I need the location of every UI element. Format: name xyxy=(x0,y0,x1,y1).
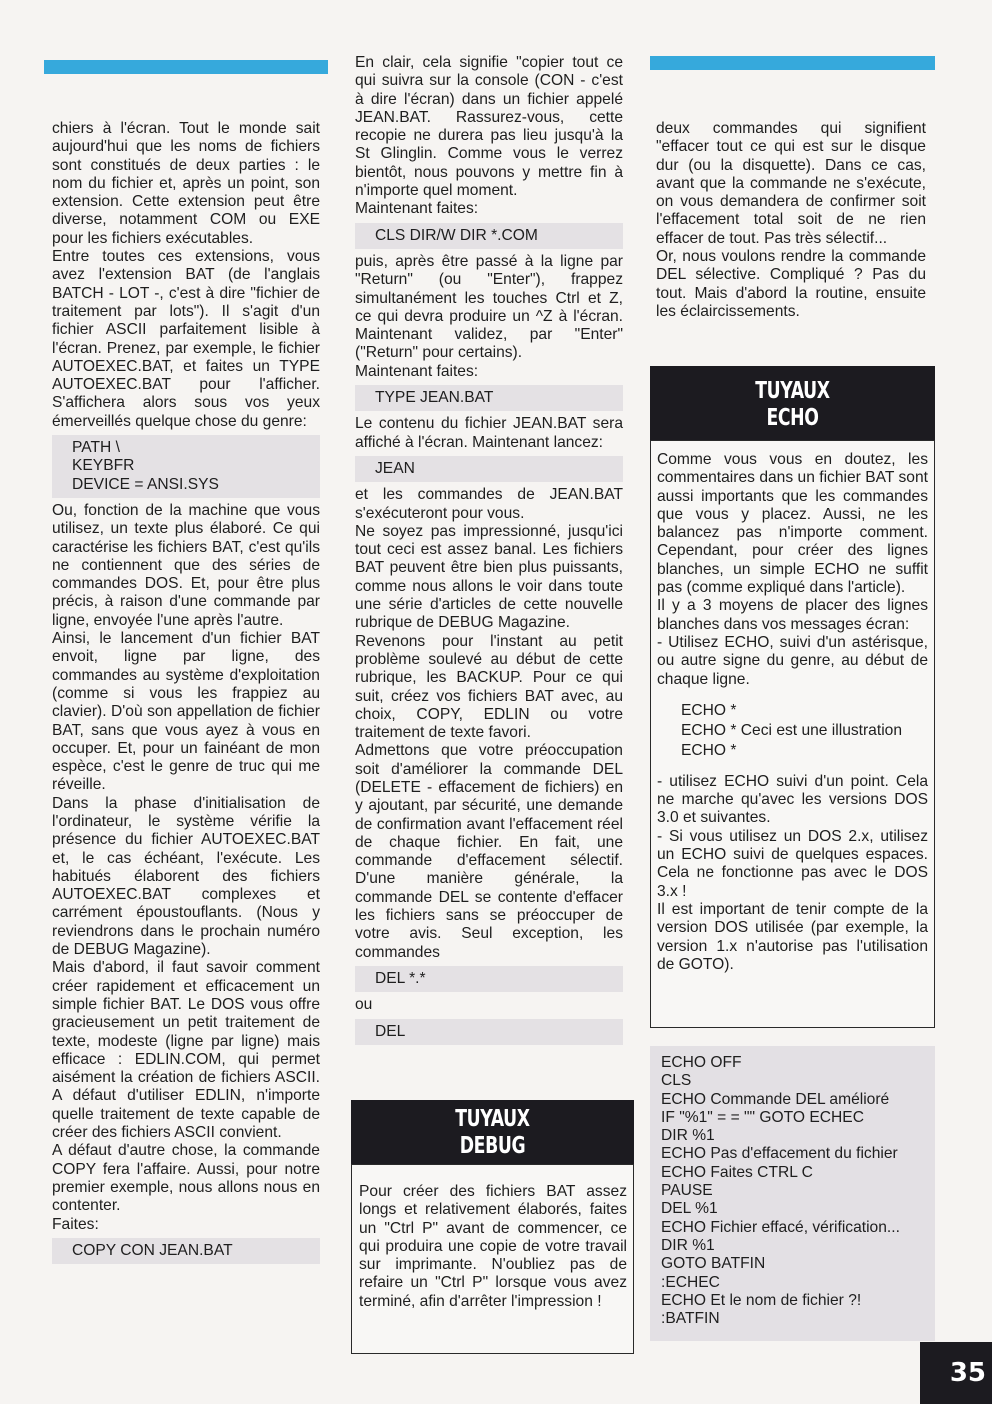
code-line: JEAN xyxy=(375,459,415,477)
tip-box-subtitle: DEBUG xyxy=(459,1133,526,1159)
paragraph: Dans la phase d'initialisation de l'ordinateur, le système vérifie la présence du fichier AUTOEXEC.BAT et, le cas échéant, l'exécute. Les habitués élaborent des fichiers AUTOEXEC.BAT complexes et carrément époustouflants. (Nous y reviendrons dans le prochain numéro de DEBUG Magazine). xyxy=(52,794,320,959)
code-line: COPY CON JEAN.BAT xyxy=(72,1241,233,1259)
code-block xyxy=(355,456,623,482)
listing-line: ECHO Et le nom de fichier ?! xyxy=(661,1291,862,1309)
listing-line: DEL %1 xyxy=(661,1200,718,1218)
paragraph: Admettons que votre préoccupation soit d'améliorer la commande DEL (DELETE - effacement de fichiers) en y ajoutant, par sécurité, une demande de confirmation avant l'effacement réel de chaque fichier. En fait, une commande d'effacement sélectif. D'une manière générale, la commande DEL se contente d'effacer les fichiers sans se préoccuper de votre avis. Seul exception, les commandes xyxy=(355,742,623,961)
code-block xyxy=(355,1019,623,1045)
tip-text: - Si vous utilisez un DOS 2.x, utilisez un ECHO suivi de quelques espaces. Cela ne fonctionne pas avec le DOS 3.x ! xyxy=(657,827,928,900)
tip-box-subtitle: ECHO xyxy=(766,405,819,431)
paragraph: puis, après être passé à la ligne par "Return" (ou "Enter"), frappez simultanément les touches Ctrl et Z, ce qui devra produire un ^Z à l'écran. Maintenant validez, par "Enter" ("Return" pour certains). xyxy=(355,252,623,362)
tip-text: - utilisez ECHO suivi d'un point. Cela ne marche qu'avec les versions DOS 3.0 et suivantes. xyxy=(657,772,928,827)
code-block xyxy=(657,689,928,773)
paragraph: Or, nous voulons rendre la commande DEL sélective. Compliqué ? Pas du tout. Mais d'abord la routine, ensuite les éclaircissements. xyxy=(656,248,926,320)
paragraph: Ou, fonction de la machine que vous utilisez, un texte plus élaboré. Ce qui caractérise les fichiers BAT, c'est qu'ils ne contiennent que des séries de commandes DOS. Et, pour être plus précis, à raison d'une commande par ligne, envoyée l'une après l'autre. xyxy=(52,501,320,629)
paragraph: Maintenant faites: xyxy=(355,200,479,218)
listing-line: :ECHEC xyxy=(661,1273,720,1291)
code-block xyxy=(52,435,320,498)
paragraph: chiers à l'écran. Tout le monde sait aujourd'hui que les noms de fichiers sont constitués de deux parties : le nom du fichier et, après un point, son extension. Cette extension peut être diverse, notamment COM ou EXE pour les fichiers exécutables. xyxy=(52,120,320,247)
tip-text: Il y a 3 moyens de placer des lignes blanches dans vos messages écran: xyxy=(657,597,928,633)
paragraph: deux commandes qui signifient "effacer tout ce qui est sur le disque dur (ou la disquette). Dans ce cas, avant que la commande ne s'exécute, on vous demandera de confirmer soit l'effacement total soit de ne rien effacer de tout. Pas très sélectif... xyxy=(656,120,926,247)
listing-line: ECHO Pas d'effacement du fichier xyxy=(661,1145,898,1163)
tip-box-title: TUYAUX xyxy=(755,378,830,404)
code-block xyxy=(355,223,623,249)
code-block xyxy=(355,385,623,411)
tip-box-title: TUYAUX xyxy=(455,1106,530,1132)
paragraph: ou xyxy=(355,996,373,1014)
tip-text: Comme vous vous en doutez, les commentaires dans un fichier BAT sont aussi importants que les commandes que vous y placez. Aussi, ne les balancez pas n'importe comment. Cependant, pour créer des lignes blanches, un simple ECHO ne suffit pas (comme expliqué dans l'article). xyxy=(657,451,928,597)
paragraph: Le contenu du fichier JEAN.BAT sera affiché à l'écran. Maintenant lancez: xyxy=(355,415,623,451)
column-3 xyxy=(656,120,926,321)
paragraph: Revenons pour l'instant au petit problème soulevé au début de cette rubrique, les BACKUP. Pour ce qui suit, créez vos fichiers BAT avec, au choix, COPY, EDLIN ou votre traitement de texte favori. xyxy=(355,632,623,742)
listing-line: DIR %1 xyxy=(661,1236,715,1254)
listing-line: ECHO Fichier effacé, vérification... xyxy=(661,1218,900,1236)
code-block xyxy=(52,1238,320,1264)
paragraph: A défaut d'autre chose, la commande COPY fera l'affaire. Aussi, pour notre premier exemple, nous allons nous en contenter. xyxy=(52,1142,320,1215)
paragraph: et les commandes de JEAN.BAT s'exécuteront pour vous. xyxy=(355,486,623,522)
code-line: CLS DIR/W DIR *.COM xyxy=(375,226,538,244)
listing-lines xyxy=(661,1054,925,1328)
code-block xyxy=(355,966,623,992)
paragraph: Faites: xyxy=(52,1215,99,1233)
batch-listing xyxy=(650,1046,935,1341)
paragraph: Ne soyez pas impressionné, jusqu'ici tout ceci est assez banal. Les fichiers BAT peuvent être bien plus puissants, comme nous allons le voir dans toute une série d'articles de cette nouvelle rubrique de DEBUG Magazine. xyxy=(355,522,623,632)
page-number: 35 xyxy=(920,1342,992,1404)
header-bar-right xyxy=(650,56,935,70)
tip-box-debug xyxy=(351,1164,634,1354)
listing-line: ECHO Commande DEL amélioré xyxy=(661,1090,890,1108)
listing-line: :BATFIN xyxy=(661,1310,720,1328)
header-bar-left xyxy=(44,60,328,74)
code-line: ECHO * Ceci est une illustration xyxy=(681,721,903,739)
paragraph: En clair, cela signifie "copier tout ce qui suivra sur la console (CON - c'est à dire l'écran) dans un fichier appelé JEAN.BAT. Rassurez-vous, cette recopie ne durera pas lieu jusqu'à la St Glinglin. Comme vous le verrez bientôt, nous pouvons y mettre fin à n'importe quel moment. xyxy=(355,54,623,200)
listing-line: DIR %1 xyxy=(661,1127,715,1145)
column-1 xyxy=(52,120,320,1268)
tip-box-echo xyxy=(650,440,935,1028)
paragraph: Maintenant faites: xyxy=(355,362,479,380)
tip-text: Pour créer des fichiers BAT assez longs et relativement élaborés, faites un "Ctrl P" avant de commencer, ce qui produira une copie de votre travail sur imprimante. N'oubliez pas de refaire un "Ctrl P" lorsque vous avez terminé, afin d'arrêter l'impression ! xyxy=(359,1183,627,1310)
paragraph: Entre toutes ces extensions, vous avez l'extension BAT (de l'anglais BATCH - LOT -, c'est à dire "fichier de traitement par lots"). Il s'agit d'un fichier ASCII parfaitement lisible à l'écran. Prenez, par exemple, le fichier AUTOEXEC.BAT, et faites un TYPE AUTOEXEC.BAT pour l'afficher. S'affichera alors sous vos yeux émerveillés quelque chose du genre: xyxy=(52,248,320,430)
listing-line: GOTO BATFIN xyxy=(661,1255,766,1273)
paragraph: Ainsi, le lancement d'un fichier BAT envoit, ligne par ligne, des commandes au système d'exploitation (comme si vous les frappiez au clavier). D'où son appellation de fichier BAT, sans que vous ayez à vous en occuper. Et, pour un fainéant de mon espèce, c'est le genre de truc qui me réveille. xyxy=(52,630,320,794)
code-line: KEYBFR xyxy=(72,457,135,475)
listing-line: IF "%1" = = "" GOTO ECHEC xyxy=(661,1108,864,1126)
listing-line: ECHO OFF xyxy=(661,1054,742,1071)
tip-box-header xyxy=(351,1100,634,1164)
paragraph: Mais d'abord, il faut savoir comment créer rapidement et efficacement un simple fichier BAT. Le DOS vous offre gracieusement un petit traitement de texte, modeste (ligne par ligne) mais efficace : EDLIN.COM, qui permet aisément la création de fichiers ASCII. A défaut d'utiliser EDLIN, n'importe quelle traitement de texte capable de créer des fichiers ASCII convient. xyxy=(52,959,320,1142)
code-line: ECHO * xyxy=(681,701,737,719)
column-2 xyxy=(355,54,623,1049)
listing-line: CLS xyxy=(661,1072,692,1090)
code-line: DEL xyxy=(375,1022,406,1040)
code-line: TYPE JEAN.BAT xyxy=(375,389,494,407)
code-line: ECHO * xyxy=(681,741,737,759)
code-line: DEL *.* xyxy=(375,969,426,987)
code-line: PATH \ xyxy=(72,439,120,457)
listing-line: PAUSE xyxy=(661,1182,713,1200)
listing-line: ECHO Faites CTRL C xyxy=(661,1163,813,1181)
tip-text: - Utilisez ECHO, suivi d'un astérisque, ou autre signe du genre, au début de chaque ligne. xyxy=(657,633,928,688)
code-line: DEVICE = ANSI.SYS xyxy=(72,475,219,493)
tip-box-header xyxy=(650,366,935,440)
tip-text: Il est important de tenir compte de la version DOS utilisée (par exemple, la version 1.x n'autorise pas l'utilisation de GOTO). xyxy=(657,900,928,973)
